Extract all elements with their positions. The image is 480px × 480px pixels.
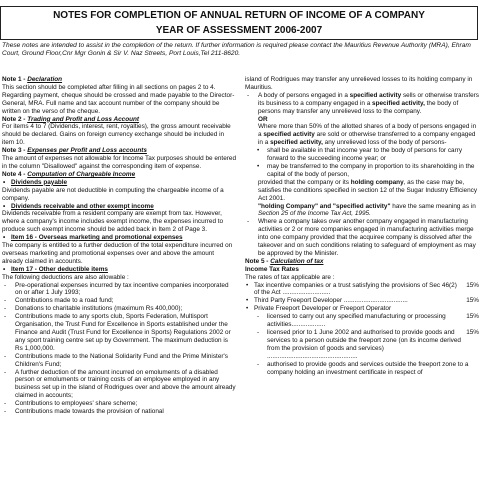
dividends-receivable-body: Dividends receivable from a resident company are exempt from tax. However, where a company's income includes exempt income, the expenses incurred to produce such exempt income should be added back in Item 2 of Page 3. (2, 210, 224, 234)
bullet-item-17: • Item 17 - Other deductible items (2, 266, 236, 274)
deduction-item: - Pre-operational expenses incurred by tax incentive companies incorporated on or after 1 July 1993; (4, 281, 229, 297)
rate-subrow: - licensed to carry out any specified manufacturing or processing activities................... 15% (257, 313, 479, 329)
note-2-body: For items 4 to 7 (Dividends, interest, rent, royalties), the gross amount receivable should be declared. Gains on foreign currency exchange should be included in item 10. (2, 123, 231, 147)
deduction-item: - Contributions made towards the provision of national (4, 408, 164, 416)
item-16-body: The company is entitled to a further deduction of the total expenditure incurred on overseas marketing and promotional expenses over and above the amount already claimed in accounts. (2, 242, 233, 265)
deduction-item: - Contributions made to any sports club, Sports Federation, Multisport Organisation, the Trust Fund for Excellence in Sports established under the Finance and Audit (Trust Fund for Excellence in Sports) Regulations 2002 or any sport training centre set up by Government. The maximum deduction is Rs 1,000,000. (4, 313, 231, 352)
rates-intro: The rates of tax applicable are : (245, 273, 335, 281)
deduction-item: - Contributions to employees' share scheme; (4, 400, 138, 408)
rate-row: • Private Freeport Developer or Freeport Operator (245, 305, 479, 313)
title-line-2: YEAR OF ASSESSMENT 2006-2007 (155, 25, 323, 36)
rate-subrow: - authorised to provide goods and services outside the freeport zone to a company holding an investment certificate in respect of (257, 360, 469, 376)
or-separator: OR (258, 115, 268, 123)
sub-bullet: • may be transferred to the company in proportion to its shareholding in the capital of the body of person, (257, 162, 475, 178)
loss-transfer-item: - A body of persons engaged in a specified activity sells or otherwise transfers its business to a company engaged in a specified activity, the body of persons may transfer any unrelieved loss to the company. (247, 91, 479, 115)
title-line-1: NOTES FOR COMPLETION OF ANNUAL RETURN OF INCOME OF A COMPANY (53, 10, 425, 21)
note-2-heading: Note 2 - Trading and Profit and Loss Account (2, 115, 140, 123)
right-column (245, 76, 479, 480)
dividends-payable-body: Dividends payable are not deductible in computing the chargeable income of a company. (2, 186, 224, 202)
deduction-item: - Donations to charitable institutions (maximum Rs 400,000); (4, 305, 183, 313)
rate-row: • Tax incentive companies or a trust satisfying the provisions of Sec 46(2) of the Act ........................... 15% (245, 282, 479, 298)
loss-transfer-shares: Where more than 50% of the allotted shares of a body of persons engaged in a specified activity are sold or otherwise transferred to a company engaged in a specified activity, any unrelieved loss of the body of persons- (258, 123, 477, 147)
sub-bullet: • shall be available in that income year to the body of persons for carry forward to the succeeding income year; or (257, 147, 463, 163)
intro-paragraph: These notes are intended to assist in the completion of the return. If further information is required please contact the Mauritius Revenue Authority (MRA), Ehram Court, Ground Floor,Cnr Mgr Gonin & Sir V. Naz Streets, Port Louis,Tel 211-8620. (2, 42, 471, 58)
item-17-body: The following deductions are also allowable : (2, 273, 129, 281)
left-column (2, 76, 236, 480)
rates-heading: Income Tax Rates (245, 265, 299, 273)
merger-item: - Where a company takes over another company engaged in manufacturing activities or 2 or more companies engaged in manufacturing activities merge into one company provided that the acquiree company is dissolved after the takeover and on such conditions relating to safeguard of employment as may be approved by the Minister. (247, 218, 476, 257)
continuation-text: island of Rodrigues may transfer any unrelieved losses to its holding company in Mauritius. (245, 76, 473, 91)
bullet-dividends-receivable: • Dividends receivable and other exempt income (2, 203, 236, 211)
rate-row: • Third Party Freeport Developer .................................... 15% (245, 297, 479, 305)
note-3-body: The amount of expenses not allowable for Income Tax purposes should be entered in the column "Disallowed" against the corresponding item of expense. (2, 155, 236, 170)
note-4-heading: Note 4 - Computation of Chargeable Income (2, 170, 136, 178)
deduction-item: - A further deduction of the amount incurred on emoluments of a disabled person or emoluments or training costs of an employee employed in any business set up in the island of Rodrigues over and above the amount already claimed in accounts; (4, 368, 236, 400)
note-1-heading: Note 1 - Declaration (2, 76, 63, 83)
note-5-heading: Note 5 - Calculation of tax (245, 257, 324, 265)
bullet-dividends-payable: • Dividends payable (2, 179, 236, 187)
deduction-item: - Contributions made to the National Solidarity Fund and the Prime Minister's Children's Fund; (4, 352, 228, 368)
document-title-box (0, 6, 478, 40)
deduction-item: - Contributions made to a road fund; (4, 297, 114, 305)
proviso-text: provided that the company or its holding company, as the case may be, satisfies the conditions specified in section 12 of the Sugar Industry Efficiency Act 2001. (258, 178, 478, 202)
definition-text: "holding Company" and "specified activity" have the same meaning as in Section 25 of the Income Tax Act, 1995. (258, 202, 476, 218)
bullet-item-16: • Item 16 - Overseas marketing and promotional expenses (2, 234, 236, 242)
note-1-body: This section should be completed after filling in all sections on pages 2 to 4. Regarding payment, cheque should be crossed and made payable to the Director-General, MRA. Full name and tax account number of the company should be written on the verso of the cheque. (2, 83, 235, 115)
rate-subrow: - licensed prior to 1 June 2002 and authorised to provide goods and services to a person outside the freeport zone (on its income derived from the provision of goods and services) ................................................... 15% (257, 329, 479, 360)
note-3-heading: Note 3 - Expenses per Profit and Loss accounts (2, 147, 147, 155)
